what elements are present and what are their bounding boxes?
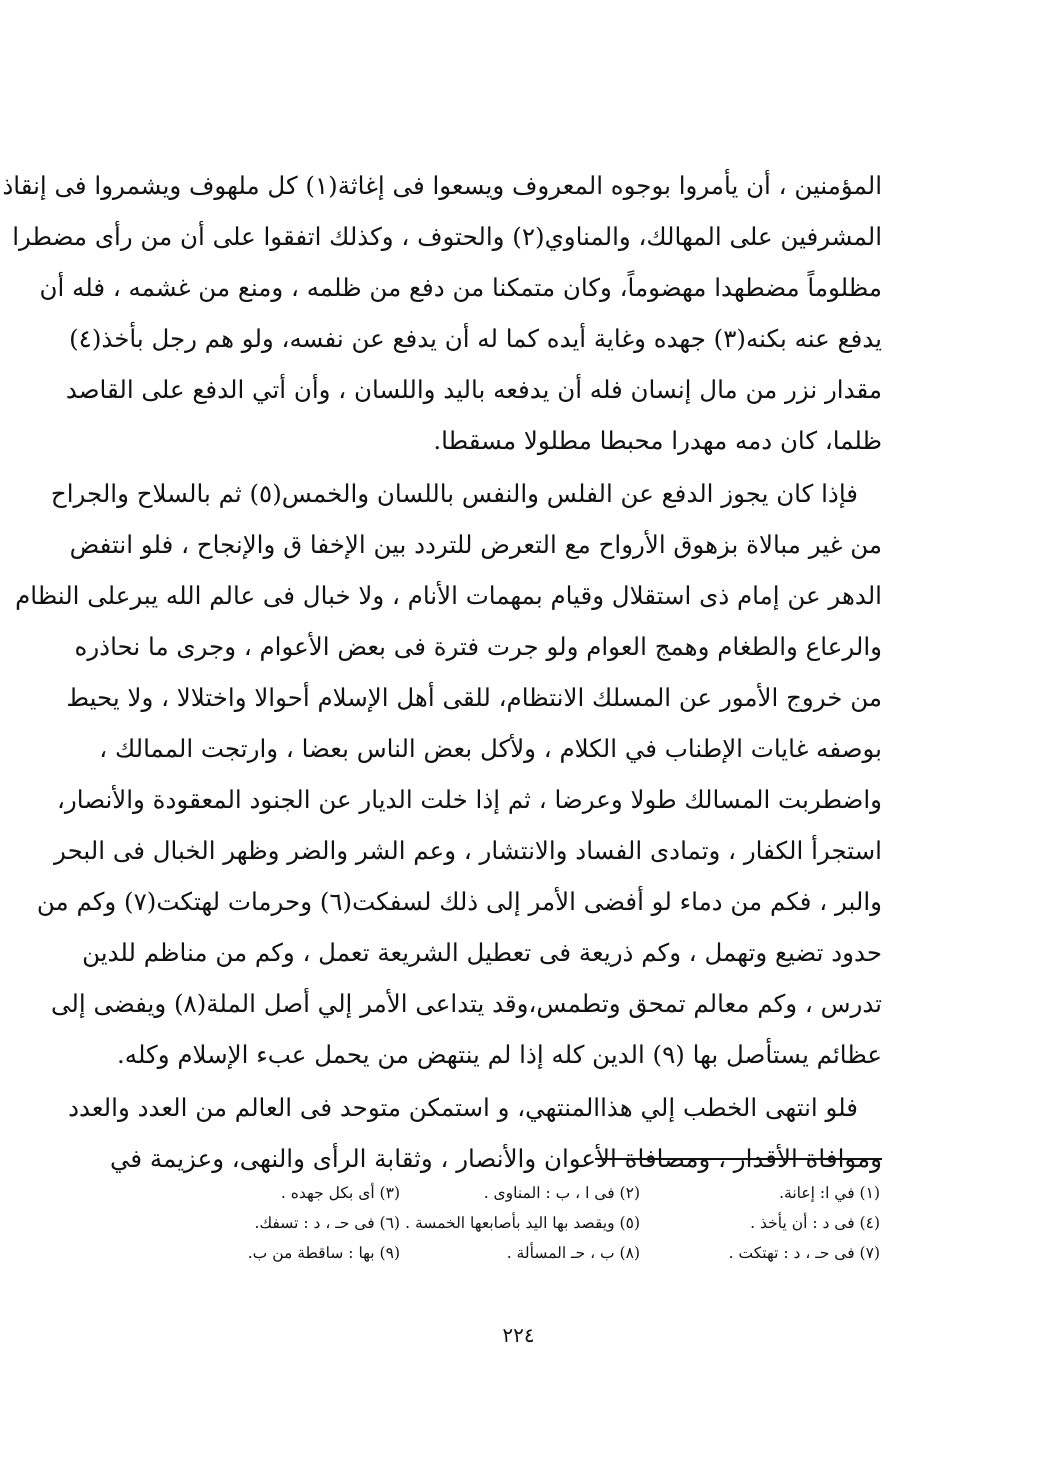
main-text [2,160,882,1184]
footnote: (٨) ب ، حـ المسألة . [506,1244,640,1262]
text-line: استجرأ الكفار ، وتمادى الفساد والانتشار ، وعم الشر والضر وظهر الخبال فى البحر [54,836,882,865]
text-line: يدفع عنه بكنه(٣) جهده وغاية أيده كما له أن يدفع عن نفسه، ولو هم رجل بأخذ(٤) [69,324,882,353]
footnote: (٧) فى حـ ، د : تهتكت . [728,1244,880,1262]
paragraph-2 [15,468,882,1080]
text-line: عظائم يستأصل بها (٩) الدين كله إذا لم ينتهض من يحمل عبء الإسلام وكله. [117,1040,882,1069]
footnote-row [160,1208,880,1238]
text-line: من خروج الأمور عن المسلك الانتظام، للقى أهل الإسلام أحوالا واختلالا ، ولا يحيط [66,683,882,712]
text-line: واضطربت المسالك طولا وعرضا ، ثم إذا خلت الديار عن الجنود المعقودة والأنصار، [57,785,882,814]
text-line: مقدار نزر من مال إنسان فله أن يدفعه باليد واللسان ، وأن أتي الدفع على القاصد [65,375,882,404]
paragraph-3 [68,1082,882,1184]
paragraph-1 [2,160,882,466]
text-line: والرعاع والطغام وهمج العوام ولو جرت فترة فى بعض الأعوام ، وجرى ما نحاذره [74,632,882,661]
text-line: الدهر عن إمام ذى استقلال وقيام بمهمات الأنام ، ولا خبال فى عالم الله يبرعلى النظام [15,581,882,610]
footnote: (١) في ا: إعانة. [779,1184,880,1202]
text-line: فإذا كان يجوز الدفع عن الفلس والنفس باللسان والخمس(٥) ثم بالسلاح والجراح [50,479,858,508]
footnote: (٩) بها : ساقطة من ب. [247,1244,400,1262]
footnote: (٦) فى حـ ، د : تسفك. [254,1214,400,1232]
footnote-row [160,1178,880,1208]
text-line: المؤمنين ، أن يأمروا بوجوه المعروف ويسعوا فى إغاثة(١) كل ملهوف ويشمروا فى إنقاذ [2,171,882,200]
text-line: وموافاة الأقدار ، ومصافاة الأعوان والأنصار ، وثقابة الرأى والنهى، وعزيمة في [110,1144,882,1173]
footnote-separator [595,1158,882,1160]
text-line: تدرس ، وكم معالم تمحق وتطمس،وقد يتداعى الأمر إلي أصل الملة(٨) ويفضى إلى [50,989,882,1018]
text-line: حدود تضيع وتهمل ، وكم ذريعة فى تعطيل الشريعة تعمل ، وكم من مناظم للدين [82,938,882,967]
text-line: فلو انتهى الخطب إلي هذاالمنتهي، و استمكن متوحد فى العالم من العدد والعدد [68,1093,858,1122]
footnote: (٢) فى ا ، ب : المناوى . [483,1184,640,1202]
text-line: من غير مبالاة بزهوق الأرواح مع التعرض للتردد بين الإخفا ق والإنجاح ، فلو انتفض [69,530,882,559]
page-number: ٢٢٤ [502,1323,535,1347]
text-line: المشرفين على المهالك، والمناوي(٢) والحتوف ، وكذلك اتفقوا على أن من رأى مضطرا [12,222,882,251]
footnote: (٤) فى د : أن يأخذ . [750,1214,880,1232]
footnotes [160,1178,880,1268]
text-line: مظلوماً مضطهدا مهضوماً، وكان متمكنا من دفع من ظلمه ، ومنع من غشمه ، فله أن [39,273,882,302]
text-line: بوصفه غايات الإطناب في الكلام ، ولأكل بعض الناس بعضا ، وارتجت الممالك ، [99,734,882,763]
footnote: (٥) ويقصد بها اليد بأصابعها الخمسة . [405,1214,640,1232]
text-line: ظلما، كان دمه مهدرا محبطا مطلولا مسقطا. [433,426,882,455]
footnote: (٣) أى بكل جهده . [280,1184,400,1202]
text-line: والبر ، فكم من دماء لو أفضى الأمر إلى ذلك لسفكت(٦) وحرمات لهتكت(٧) وكم من [36,887,882,916]
footnote-row [160,1238,880,1268]
